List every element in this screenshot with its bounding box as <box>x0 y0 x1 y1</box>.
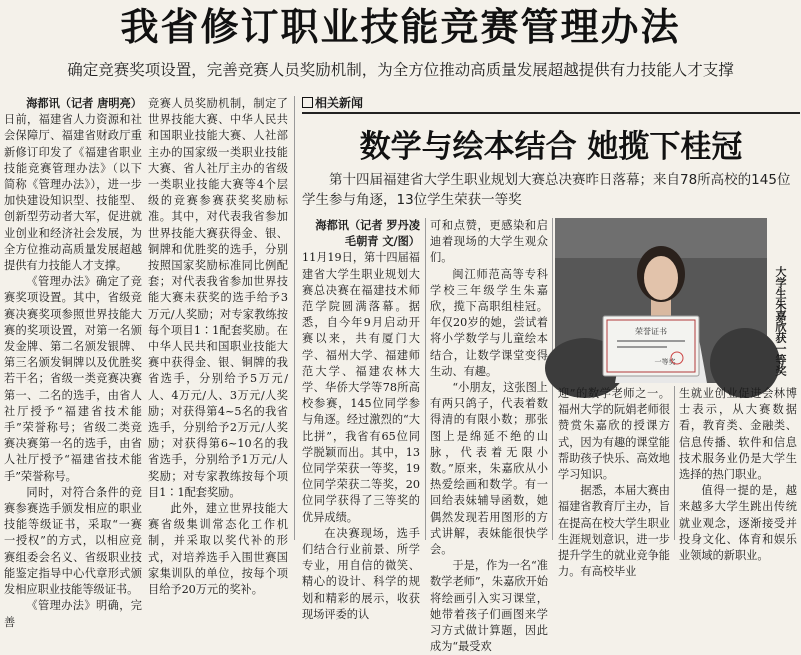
related-deck: 第十四届福建省大学生职业规划大赛总决赛昨日落幕；来自78所高校的145位学生参与角逐，13位学生荣获一等奖 <box>302 172 791 208</box>
related-paragraph: 可和点赞，更感染和启迪着现场的大学生观众们。 <box>430 219 548 265</box>
related-paragraph: 迎”的数学老师之一。福州大学的阮娟老师很赞赏朱嘉欣的授课方式，因为有趣的课堂能帮助孩子快乐、高效地学习知识。 <box>558 387 670 482</box>
certificate-title: 荣誉证书 <box>635 327 667 336</box>
article-paragraph: 此外，建立世界技能大赛省级集训常态化工作机制，并采取以奖代补的形式，对培养选手入围世赛国家集训队的单位，按每个项目给予20万元的奖补。 <box>148 502 288 597</box>
photo-caption: 大学生朱嘉欣获一等奖 <box>774 266 787 376</box>
related-column-2 <box>430 218 548 654</box>
main-subheadline: 确定竞赛奖项设置，完善竞赛人员奖励机制，为全方位推动高质量发展超越提供有力技能人才支撑 <box>67 61 734 79</box>
photo-illustration <box>555 218 767 383</box>
related-column-1 <box>302 218 420 621</box>
related-headline: 数学与绘本结合 她揽下桂冠 <box>359 129 743 165</box>
column-divider <box>294 96 295 540</box>
article-byline: 海都讯（记者 唐明亮） <box>26 97 142 110</box>
article-column-2 <box>148 96 288 597</box>
related-byline: 海都讯（记者 罗丹凌 毛朝青 文/图） <box>315 219 420 249</box>
related-paragraph: 值得一提的是，越来越多大学生跳出传统就业观念，逐渐接受并投身文化、体育和娱乐业领域的新职业。 <box>679 484 797 563</box>
related-column-4 <box>679 386 797 563</box>
article-paragraph: 日前，福建省人力资源和社会保障厅、福建省财政厅重新修订印发了《福建省职业技能竞赛管理办法》（以下简称《管理办法》），进一步加快建设知识型、技能型、创新型劳动者大军，促进就业创业和经济社会发展，为全方位推动高质量发展超越提供有力技能人才支撑。 <box>4 113 142 273</box>
main-headline: 我省修订职业技能竞赛管理办法 <box>120 5 681 49</box>
related-paragraph: 于是，作为一名“准数学老师”，朱嘉欣开始将绘画引入实习课堂，她带着孩子们画图来学习方式做计算题，因此成为“最受欢 <box>430 559 548 654</box>
related-divider <box>302 112 800 114</box>
article-paragraph: 《管理办法》明确，完善 <box>4 599 142 629</box>
related-paragraph: 据悉，本届大赛由福建省教育厅主办，旨在提高在校大学生职业生涯规划意识，进一步提升学生的就业竞争能力。有高校毕业 <box>558 484 670 579</box>
related-paragraph: “小朋友，这张图上有两只鸽子，代表着数得清的有限小数；那张图上是绵延不绝的山脉，代表着无限小数。”原来，朱嘉欣从小热爱绘画和数学。有一回给表妹辅导函数，她偶然发现若用图形的方式讲解，表妹能很快学会。 <box>430 381 548 557</box>
column-divider <box>425 218 426 540</box>
article-paragraph: 同时，对符合条件的竞赛参赛选手颁发相应的职业技能等级证书，采取“一赛一授权”的方式，以相应竞赛组委会名义、省级职业技能鉴定指导中心代章形式颁发相应职业技能等级证书。 <box>4 485 142 597</box>
related-news-label: 相关新闻 <box>315 96 364 110</box>
certificate-award: 一等奖 <box>654 358 676 366</box>
related-paragraph: 11月19日，第十四届福建省大学生职业规划大赛总决赛在福建技术师范学院圆满落幕。据悉，自今年9月启动开赛以来，共有厦门大学、福州大学、福建师范大学、福建农林大学、华侨大学等78所高校参赛，145位同学参与角逐。经过激烈的“大比拼”，我省有65位同学脱颖而出。其中，13位同学荣获一等奖，19位同学荣获二等奖，20位同学获得了三等奖的优异成绩。 <box>302 251 420 524</box>
related-paragraph: 在决赛现场，选手们结合行业前景、所学专业，用自信的微笑、精心的设计、科学的规划和精彩的展示，收获现场评委的认 <box>302 526 420 621</box>
article-paragraph: 竞赛人员奖励机制，制定了世界技能大赛、中华人民共和国职业技能大赛、人社部主办的国家级一类职业技能大赛、省人社厅主办的省级一类职业技能大赛等4个层级的竞赛参赛获奖奖励标准。其中，对代表我省参加世界技能大赛获得金、银、铜牌和优胜奖的选手，分别按照国家奖励标准同比例配套；对代表我省参加世界技能大赛未获奖的选手给予3万元/人奖励；对专家教练按每个项目1∶1配套奖励。在中华人民共和国职业技能大赛中获得金、银、铜牌的我省选手，分别给予5万元/人、4万元/人、3万元/人奖励；对获得第4~5名的我省选手，分别给予2万元/人奖励；对获得第6~10名的我省选手，分别给予1万元/人奖励；对专家教练按每个项目1∶1配套奖励。 <box>148 97 288 499</box>
column-divider <box>674 386 675 540</box>
article-paragraph: 《管理办法》确定了竞赛奖项设置。其中，省级竞赛决赛奖项参照世界技能大赛的奖项设置，对第一名颁发金牌、第二名颁发银牌、第三名颁发铜牌以及优胜奖若干名；省级一类竞赛决赛第一、二名的选手，由省人社厅授予“福建省技术能手”荣誉称号；省级二类竞赛决赛第一名的选手，由省人社厅授予“福建省技术能手”荣誉称号。 <box>4 275 142 483</box>
related-paragraph: 闽江师范高等专科学校三年级学生朱嘉欣，揽下高职组桂冠。年仅20岁的她，尝试着将小学数学与儿童绘本结合，让数学课堂变得生动、有趣。 <box>430 267 548 378</box>
related-paragraph: 生就业创业促进会林博士表示，从大赛数据看，教育类、金融类、信息传播、软件和信息技术服务业仍是大学生选择的热门职业。 <box>679 387 797 482</box>
photo-student-with-certificate <box>555 218 767 383</box>
related-news-tag <box>302 96 363 110</box>
related-column-3 <box>558 386 670 579</box>
square-icon <box>302 97 313 108</box>
article-column-1 <box>4 96 142 629</box>
